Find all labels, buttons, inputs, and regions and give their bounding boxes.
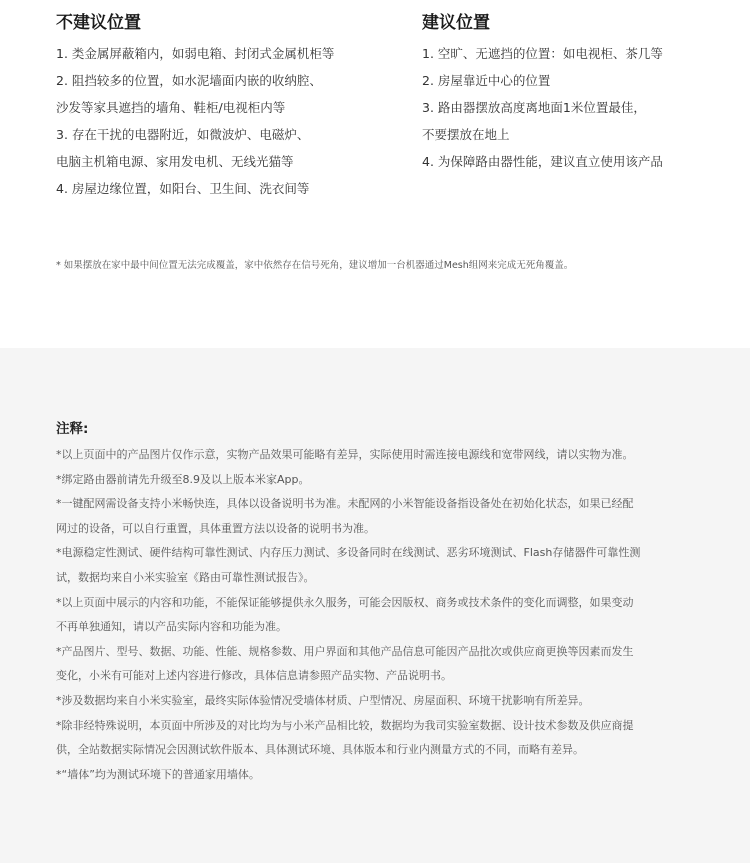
note-line: 网过的设备，可以自行重置，具体重置方法以设备的说明书为准。 bbox=[56, 521, 375, 535]
not-recommended-title: 不建议位置 bbox=[56, 13, 141, 33]
note-line: *除非经特殊说明，本页面中所涉及的对比均为与小米产品相比较，数据均为我司实验室数据、设计技术参数及供应商提 bbox=[56, 718, 634, 732]
not-recommended-line: 2. 阻挡较多的位置，如水泥墙面内嵌的收纳腔、 bbox=[56, 73, 322, 88]
not-recommended-line: 1. 类金属屏蔽箱内，如弱电箱、封闭式金属机柜等 bbox=[56, 46, 335, 61]
recommended-line: 3. 路由器摆放高度离地面1米位置最佳， bbox=[422, 100, 646, 115]
note-line: 试，数据均来自小米实验室《路由可靠性测试报告》。 bbox=[56, 570, 315, 584]
note-line: *以上页面中展示的内容和功能，不能保证能够提供永久服务，可能会因版权、商务或技术条件的变化而调整，如果变动 bbox=[56, 595, 634, 609]
note-line: *以上页面中的产品图片仅作示意，实物产品效果可能略有差异，实际使用时需连接电源线和宽带网线，请以实物为准。 bbox=[56, 448, 634, 461]
placement-section bbox=[0, 0, 750, 348]
not-recommended-line: 沙发等家具遮挡的墙角、鞋柜/电视柜内等 bbox=[56, 100, 286, 115]
recommended-title: 建议位置 bbox=[422, 13, 490, 33]
recommended-line: 1. 空旷、无遮挡的位置：如电视柜、茶几等 bbox=[422, 46, 663, 61]
not-recommended-line: 电脑主机箱电源、家用发电机、无线光猫等 bbox=[56, 154, 294, 169]
notes-title: 注释: bbox=[56, 421, 89, 437]
note-line: 变化，小米有可能对上述内容进行修改，具体信息请参照产品实物、产品说明书。 bbox=[56, 669, 452, 683]
notes-section bbox=[0, 348, 750, 863]
notes-block bbox=[56, 418, 696, 787]
note-line: 供，全站数据实际情况会因测试软件版本、具体测试环境、具体版本和行业内测量方式的不同，而略有差异。 bbox=[56, 743, 584, 757]
note-line: *涉及数据均来自小米实验室，最终实际体验情况受墙体材质、户型情况、房屋面积、环境干扰影响有所差异。 bbox=[56, 693, 590, 707]
note-line: *一键配网需设备支持小米畅快连，具体以设备说明书为准。未配网的小米智能设备指设备处在初始化状态，如果已经配 bbox=[56, 497, 634, 511]
note-line: *产品图片、型号、数据、功能、性能、规格参数、用户界面和其他产品信息可能因产品批次或供应商更换等因素而发生 bbox=[56, 644, 634, 658]
note-line: 不再单独通知，请以产品实际内容和功能为准。 bbox=[56, 620, 287, 634]
mesh-footnote: * 如果摆放在家中最中间位置无法完成覆盖，家中依然存在信号死角，建议增加一台机器通过Mesh组网来完成无死角覆盖。 bbox=[56, 260, 574, 271]
recommended-line: 2. 房屋靠近中心的位置 bbox=[422, 73, 551, 88]
recommended-line: 不要摆放在地上 bbox=[422, 127, 510, 142]
note-line: *“墙体”均为测试环境下的普通家用墙体。 bbox=[56, 767, 260, 781]
recommended-column bbox=[422, 10, 732, 175]
not-recommended-column bbox=[56, 10, 396, 202]
not-recommended-line: 3. 存在干扰的电器附近，如微波炉、电磁炉、 bbox=[56, 127, 310, 142]
recommended-line: 4. 为保障路由器性能，建议直立使用该产品 bbox=[422, 154, 663, 169]
note-line: *绑定路由器前请先升级至8.9及以上版本米家App。 bbox=[56, 472, 310, 486]
not-recommended-line: 4. 房屋边缘位置，如阳台、卫生间、洗衣间等 bbox=[56, 181, 310, 196]
note-line: *电源稳定性测试、硬件结构可靠性测试、内存压力测试、多设备同时在线测试、恶劣环境测试、Flash存储器件可靠性测 bbox=[56, 546, 641, 560]
